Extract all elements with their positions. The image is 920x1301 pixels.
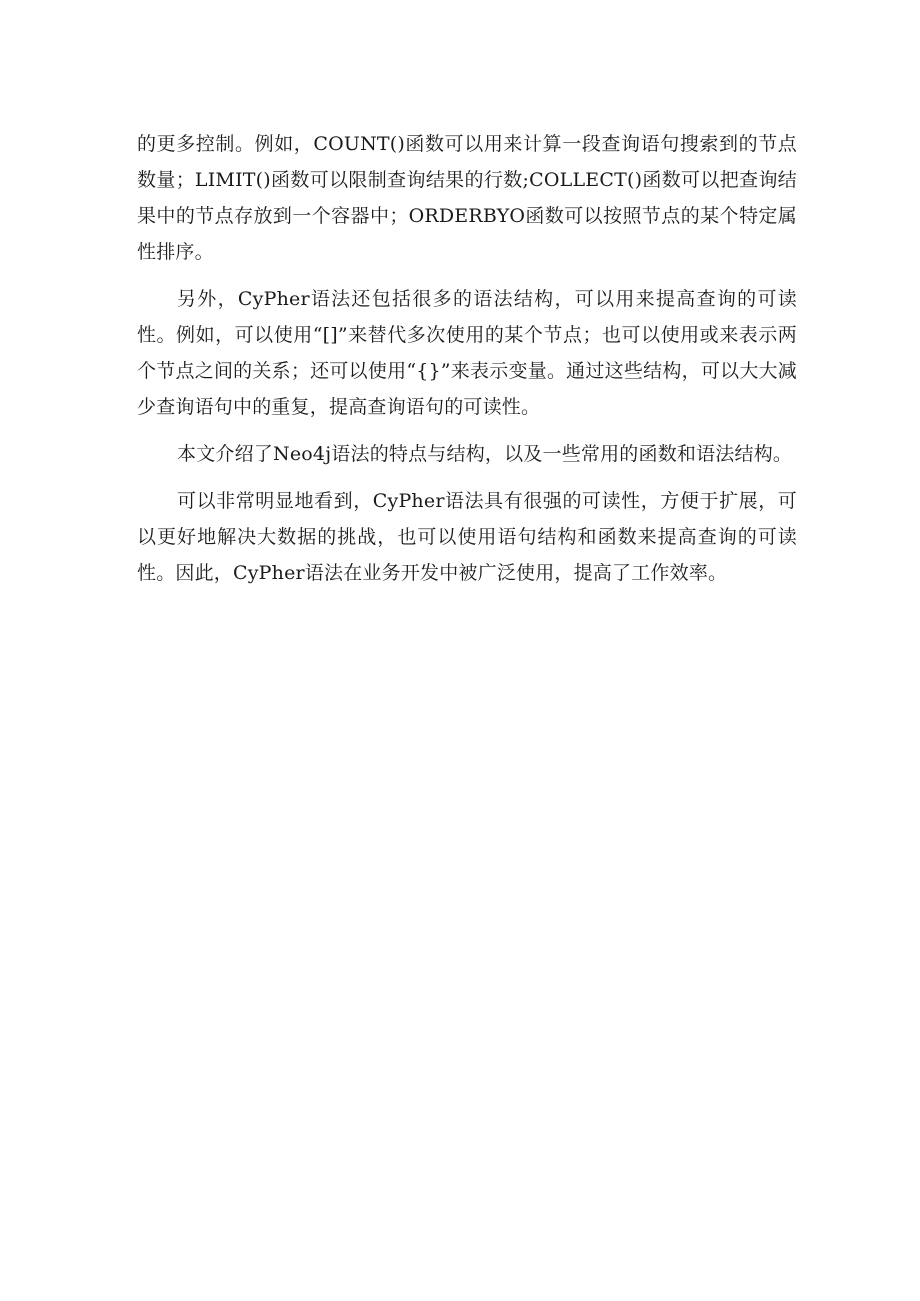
paragraph-syntax-structures: 另外，CyPher语法还包括很多的语法结构，可以用来提高查询的可读性。例如，可以使用“[]”来替代多次使用的某个节点；也可以使用或来表示两个节点之间的关系；还可以使用“{}”来表示变量。通过这些结构，可以大大减少查询语句中的重复，提高查询语句的可读性。 bbox=[137, 288, 797, 418]
paragraph-continuation: 的更多控制。例如，COUNT()函数可以用来计算一段查询语句搜索到的节点数量；LIMIT()函数可以限制查询结果的行数;COLLECT()函数可以把查询结果中的节点存放到一个容器中；ORDERBYO函数可以按照节点的某个特定属性排序。 bbox=[137, 133, 797, 263]
paragraph-summary: 本文介绍了Neo4j语法的特点与结构，以及一些常用的函数和语法结构。 bbox=[177, 443, 793, 465]
paragraph-conclusion: 可以非常明显地看到，CyPher语法具有很强的可读性，方便于扩展，可以更好地解决大数据的挑战，也可以使用语句结构和函数来提高查询的可读性。因此，CyPher语法在业务开发中被广泛使用，提高了工作效率。 bbox=[137, 490, 797, 584]
document-body bbox=[137, 126, 797, 602]
